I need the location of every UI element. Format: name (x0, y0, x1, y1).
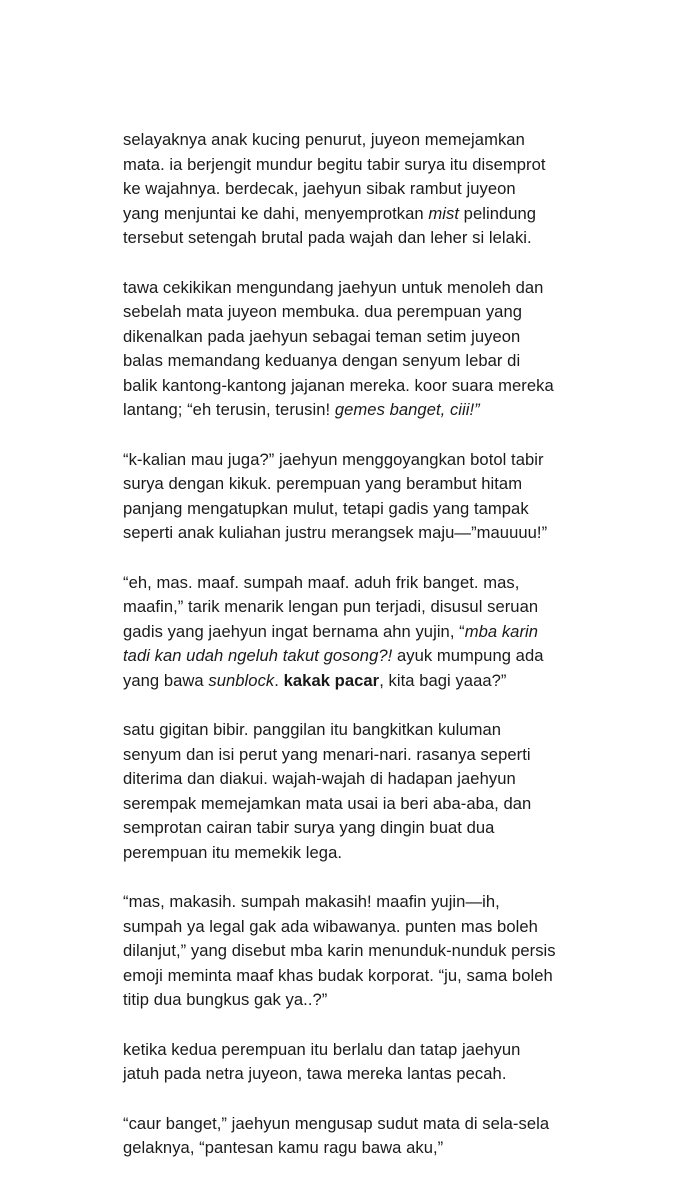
text-line (123, 915, 623, 940)
text-line (123, 767, 623, 792)
text-run: sebelah mata juyeon membuka. dua perempuan yang (123, 302, 523, 321)
story-text (123, 128, 623, 1161)
italic-text: mba karin (464, 621, 539, 641)
text-run: ketika kedua perempuan itu berlalu dan tatap jaehyun (123, 1039, 521, 1059)
text-run: dikenalkan pada jaehyun sebagai teman setim juyeon (123, 326, 521, 346)
story-paragraph (123, 571, 623, 694)
text-run: maafin,” tarik menarik lengan pun terjadi, disusul seruan (123, 597, 539, 616)
text-run: surya dengan kikuk. perempuan yang berambut hitam (123, 474, 523, 493)
text-run: ayuk mumpung ada (392, 646, 544, 665)
text-run: perempuan itu memekik lega. (123, 842, 343, 862)
text-line (123, 644, 623, 669)
text-run: tawa cekikikan mengundang jaehyun untuk menoleh dan (123, 277, 544, 297)
text-run: balik kantong-kantong jajanan mereka. koor suara mereka (123, 375, 554, 395)
text-line (123, 325, 623, 350)
text-run: mata. ia berjengit mundur begitu tabir surya itu disemprot (123, 154, 546, 174)
text-run: dilanjut,” yang disebut mba karin menunduk-nunduk persis (123, 941, 556, 960)
story-paragraph (123, 890, 623, 1013)
text-line (123, 128, 623, 153)
text-line (123, 620, 623, 645)
text-run: selayaknya anak kucing penurut, juyeon memejamkan (123, 130, 525, 149)
italic-text: sunblock (208, 670, 275, 690)
italic-text: gemes banget, ciii!” (334, 400, 480, 419)
text-run: yang bawa (123, 670, 209, 690)
text-run: ke wajahnya. berdecak, jaehyun sibak rambut juyeon (123, 179, 516, 198)
text-run: tersebut setengah brutal pada wajah dan leher si lelaki. (123, 228, 532, 247)
text-line (123, 718, 623, 743)
text-line (123, 521, 623, 546)
text-line (123, 374, 623, 399)
text-line (123, 1038, 623, 1063)
text-line (123, 276, 623, 301)
text-line (123, 669, 623, 694)
text-run: gelaknya, “pantesan kamu ragu bawa aku,” (123, 1138, 444, 1157)
text-line (123, 939, 623, 964)
text-line (123, 398, 623, 423)
text-run: semprotan cairan tabir surya yang dingin buat dua (123, 818, 495, 837)
italic-text: mist (428, 203, 459, 223)
text-line (123, 349, 623, 374)
text-run: balas memandang keduanya dengan senyum lebar di (123, 351, 521, 370)
text-line (123, 1112, 623, 1137)
text-run: pelindung (459, 203, 537, 223)
text-line (123, 816, 623, 841)
story-paragraph (123, 718, 623, 865)
text-run: “caur banget,” jaehyun mengusap sudut mata di sela-sela (123, 1113, 550, 1133)
text-line (123, 202, 623, 227)
text-run: lantang; “eh terusin, terusin! (123, 400, 335, 419)
story-paragraph (123, 128, 623, 251)
text-line (123, 472, 623, 497)
story-paragraph (123, 1112, 623, 1161)
text-run: titip dua bungkus gak ya..?” (123, 990, 328, 1009)
text-line (123, 153, 623, 178)
text-run: sumpah ya legal gak ada wibawanya. punten mas boleh (123, 916, 538, 936)
text-line (123, 743, 623, 768)
text-run: “eh, mas. maaf. sumpah maaf. aduh frik banget. mas, (123, 572, 520, 592)
text-line (123, 571, 623, 596)
text-run: emoji meminta maaf khas budak korporat. “ju, sama boleh (123, 965, 553, 985)
text-line (123, 226, 623, 251)
text-run: seperti anak kuliahan justru merangsek maju—”mauuuu!” (123, 523, 548, 542)
story-paragraph (123, 1038, 623, 1087)
text-run: satu gigitan bibir. panggilan itu bangkitkan kuluman (123, 720, 502, 739)
text-run: “mas, makasih. sumpah makasih! maafin yujin—ih, (123, 892, 500, 911)
text-run: senyum dan isi perut yang menari-nari. rasanya seperti (123, 744, 531, 764)
text-run: , kita bagi yaaa?” (379, 670, 507, 690)
text-run: diterima dan diakui. wajah-wajah di hadapan jaehyun (123, 769, 516, 788)
text-run: panjang mengatupkan mulut, tetapi gadis yang tampak (123, 498, 529, 518)
text-line (123, 300, 623, 325)
text-line (123, 964, 623, 989)
text-run: yang menjuntai ke dahi, menyemprotkan (123, 203, 429, 223)
text-line (123, 792, 623, 817)
text-run: jatuh pada netra juyeon, tawa mereka lantas pecah. (123, 1064, 507, 1083)
italic-text: tadi kan udah ngeluh takut gosong?! (123, 646, 393, 665)
text-run: . (274, 670, 284, 690)
text-run: “k-kalian mau juga?” jaehyun menggoyangkan botol tabir (123, 449, 544, 469)
text-line (123, 595, 623, 620)
text-line (123, 890, 623, 915)
text-line (123, 988, 623, 1013)
text-line (123, 497, 623, 522)
text-line (123, 1062, 623, 1087)
story-paragraph (123, 276, 623, 423)
text-run: gadis yang jaehyun ingat bernama ahn yujin, “ (123, 621, 465, 641)
text-line (123, 1136, 623, 1161)
story-paragraph (123, 448, 623, 546)
bold-text: kakak pacar (283, 670, 380, 690)
text-run: serempak memejamkan mata usai ia beri aba-aba, dan (123, 793, 532, 813)
text-line (123, 177, 623, 202)
text-line (123, 448, 623, 473)
text-line (123, 841, 623, 866)
